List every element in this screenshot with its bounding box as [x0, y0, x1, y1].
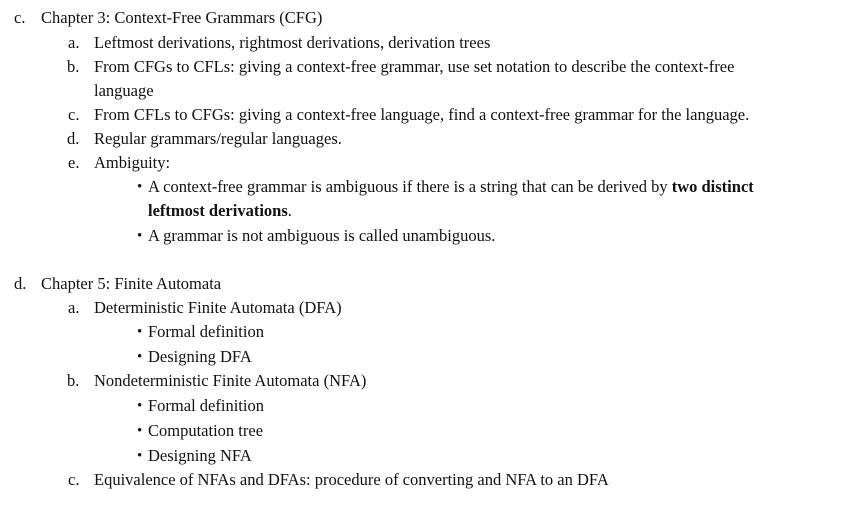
ch5-item-b-text: Nondeterministic Finite Automata (NFA)	[94, 371, 367, 390]
bullet-icon: •	[137, 179, 143, 195]
ch3-item-a-text: Leftmost derivations, rightmost derivations, derivation trees	[94, 33, 491, 52]
ch5-item-b-marker: b.	[67, 371, 80, 390]
ch3-item-b-continuation: language	[94, 81, 154, 100]
ch5-item-a-marker: a.	[68, 298, 80, 317]
bullet-icon: •	[137, 349, 143, 365]
ambiguity-bullet-2: A grammar is not ambiguous is called unambiguous.	[148, 226, 496, 245]
ch3-item-e-marker: e.	[68, 153, 80, 172]
nfa-bullet-formal-definition: Formal definition	[148, 396, 264, 415]
dfa-bullet-designing: Designing DFA	[148, 347, 252, 366]
bullet-icon: •	[137, 423, 143, 439]
ambiguity-bullet-1-continuation: leftmost derivations.	[148, 201, 292, 220]
bullet-icon: •	[137, 398, 143, 414]
ch3-item-d-marker: d.	[67, 129, 80, 148]
nfa-bullet-computation-tree: Computation tree	[148, 421, 264, 440]
ch5-item-c-marker: c.	[68, 470, 80, 489]
dfa-bullet-formal-definition: Formal definition	[148, 322, 264, 341]
ch3-item-c-marker: c.	[68, 105, 80, 124]
ch5-item-c-text: Equivalence of NFAs and DFAs: procedure of converting and NFA to an DFA	[94, 470, 609, 489]
ch3-item-b-marker: b.	[67, 57, 80, 76]
bullet-icon: •	[137, 448, 143, 464]
ch3-item-d-text: Regular grammars/regular languages.	[94, 129, 342, 148]
bullet-icon: •	[137, 324, 143, 340]
ch3-item-b-text: From CFGs to CFLs: giving a context-free grammar, use set notation to describe the context-free	[94, 57, 735, 76]
nfa-bullet-designing: Designing NFA	[148, 446, 252, 465]
chapter3-marker: c.	[14, 8, 26, 27]
ch3-item-e-text: Ambiguity:	[94, 153, 171, 172]
ch3-item-c-text: From CFLs to CFGs: giving a context-free language, find a context-free grammar for the language.	[94, 105, 750, 124]
chapter5-title: Chapter 5: Finite Automata	[41, 274, 222, 293]
ch5-item-a-text: Deterministic Finite Automata (DFA)	[94, 298, 342, 317]
ch3-item-a-marker: a.	[68, 33, 80, 52]
ambiguity-bullet-1: A context-free grammar is ambiguous if there is a string that can be derived by two distinct	[148, 177, 754, 196]
chapter3-title: Chapter 3: Context-Free Grammars (CFG)	[41, 8, 323, 27]
chapter5-marker: d.	[14, 274, 27, 293]
bullet-icon: •	[137, 228, 143, 244]
